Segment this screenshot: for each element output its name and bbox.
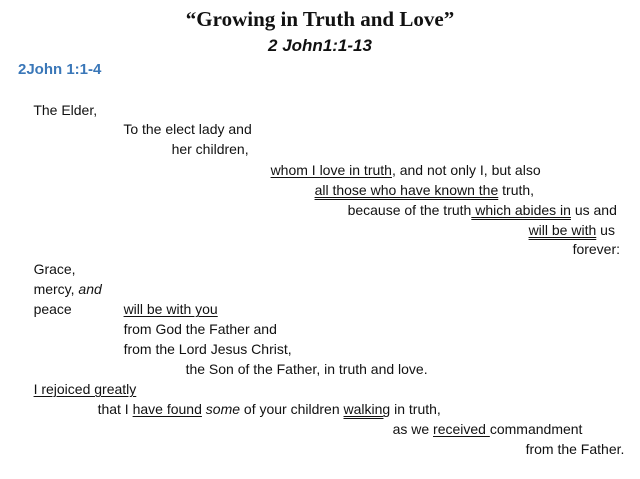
verse-text: , and not only I, but also xyxy=(391,162,541,178)
verse-text: from God the Father and xyxy=(123,321,277,337)
verse-line-peace xyxy=(18,279,72,339)
verse-text: of your children xyxy=(240,401,344,417)
verse-line-from-the-father xyxy=(510,419,624,479)
sermon-title: “Growing in Truth and Love” xyxy=(185,7,455,31)
verse-text: from the Father. xyxy=(525,441,625,457)
italic-word: and xyxy=(78,281,102,297)
double-underlined-phrase: which abides in xyxy=(471,202,571,218)
verse-text: truth, xyxy=(498,182,535,198)
underlined-phrase: received xyxy=(433,421,490,437)
verse-text: commandment xyxy=(489,421,583,437)
verse-line-elder xyxy=(18,80,97,140)
verse-text: from the Lord Jesus Christ, xyxy=(123,341,292,357)
verse-text: The Elder, xyxy=(33,102,98,118)
sermon-subtitle: 2 John1:1-13 xyxy=(268,36,372,55)
double-underlined-phrase: will be with xyxy=(528,222,597,238)
italic-word: some xyxy=(205,401,241,417)
verse-line-forever xyxy=(557,219,620,279)
verse-text: Grace, xyxy=(33,261,76,277)
underlined-phrase: will be with you xyxy=(123,301,218,317)
double-underlined-phrase: all those who have known the xyxy=(314,182,499,198)
verse-text: us xyxy=(596,222,615,238)
underlined-phrase: whom I love in truth xyxy=(270,162,392,178)
verse-text: as we xyxy=(392,421,434,437)
verse-text: us and xyxy=(570,202,617,218)
verse-text: that I xyxy=(97,401,133,417)
double-underlined-phrase: walking xyxy=(343,401,391,417)
verse-text: because of the truth xyxy=(347,202,472,218)
verse-text: mercy, xyxy=(33,281,79,297)
verse-text: forever: xyxy=(572,241,621,257)
verse-text: in truth, xyxy=(390,401,441,417)
underlined-phrase: have found xyxy=(132,401,202,417)
verse-text: the Son of the Father, in truth and love. xyxy=(185,361,428,377)
verse-text: her children, xyxy=(171,141,249,157)
verse-text: peace xyxy=(33,301,72,317)
verse-line-children xyxy=(156,119,249,179)
verse-text: To the elect lady and xyxy=(123,121,252,137)
underlined-phrase: I rejoiced greatly xyxy=(33,381,137,397)
passage-reference: 2John 1:1-4 xyxy=(18,61,102,78)
